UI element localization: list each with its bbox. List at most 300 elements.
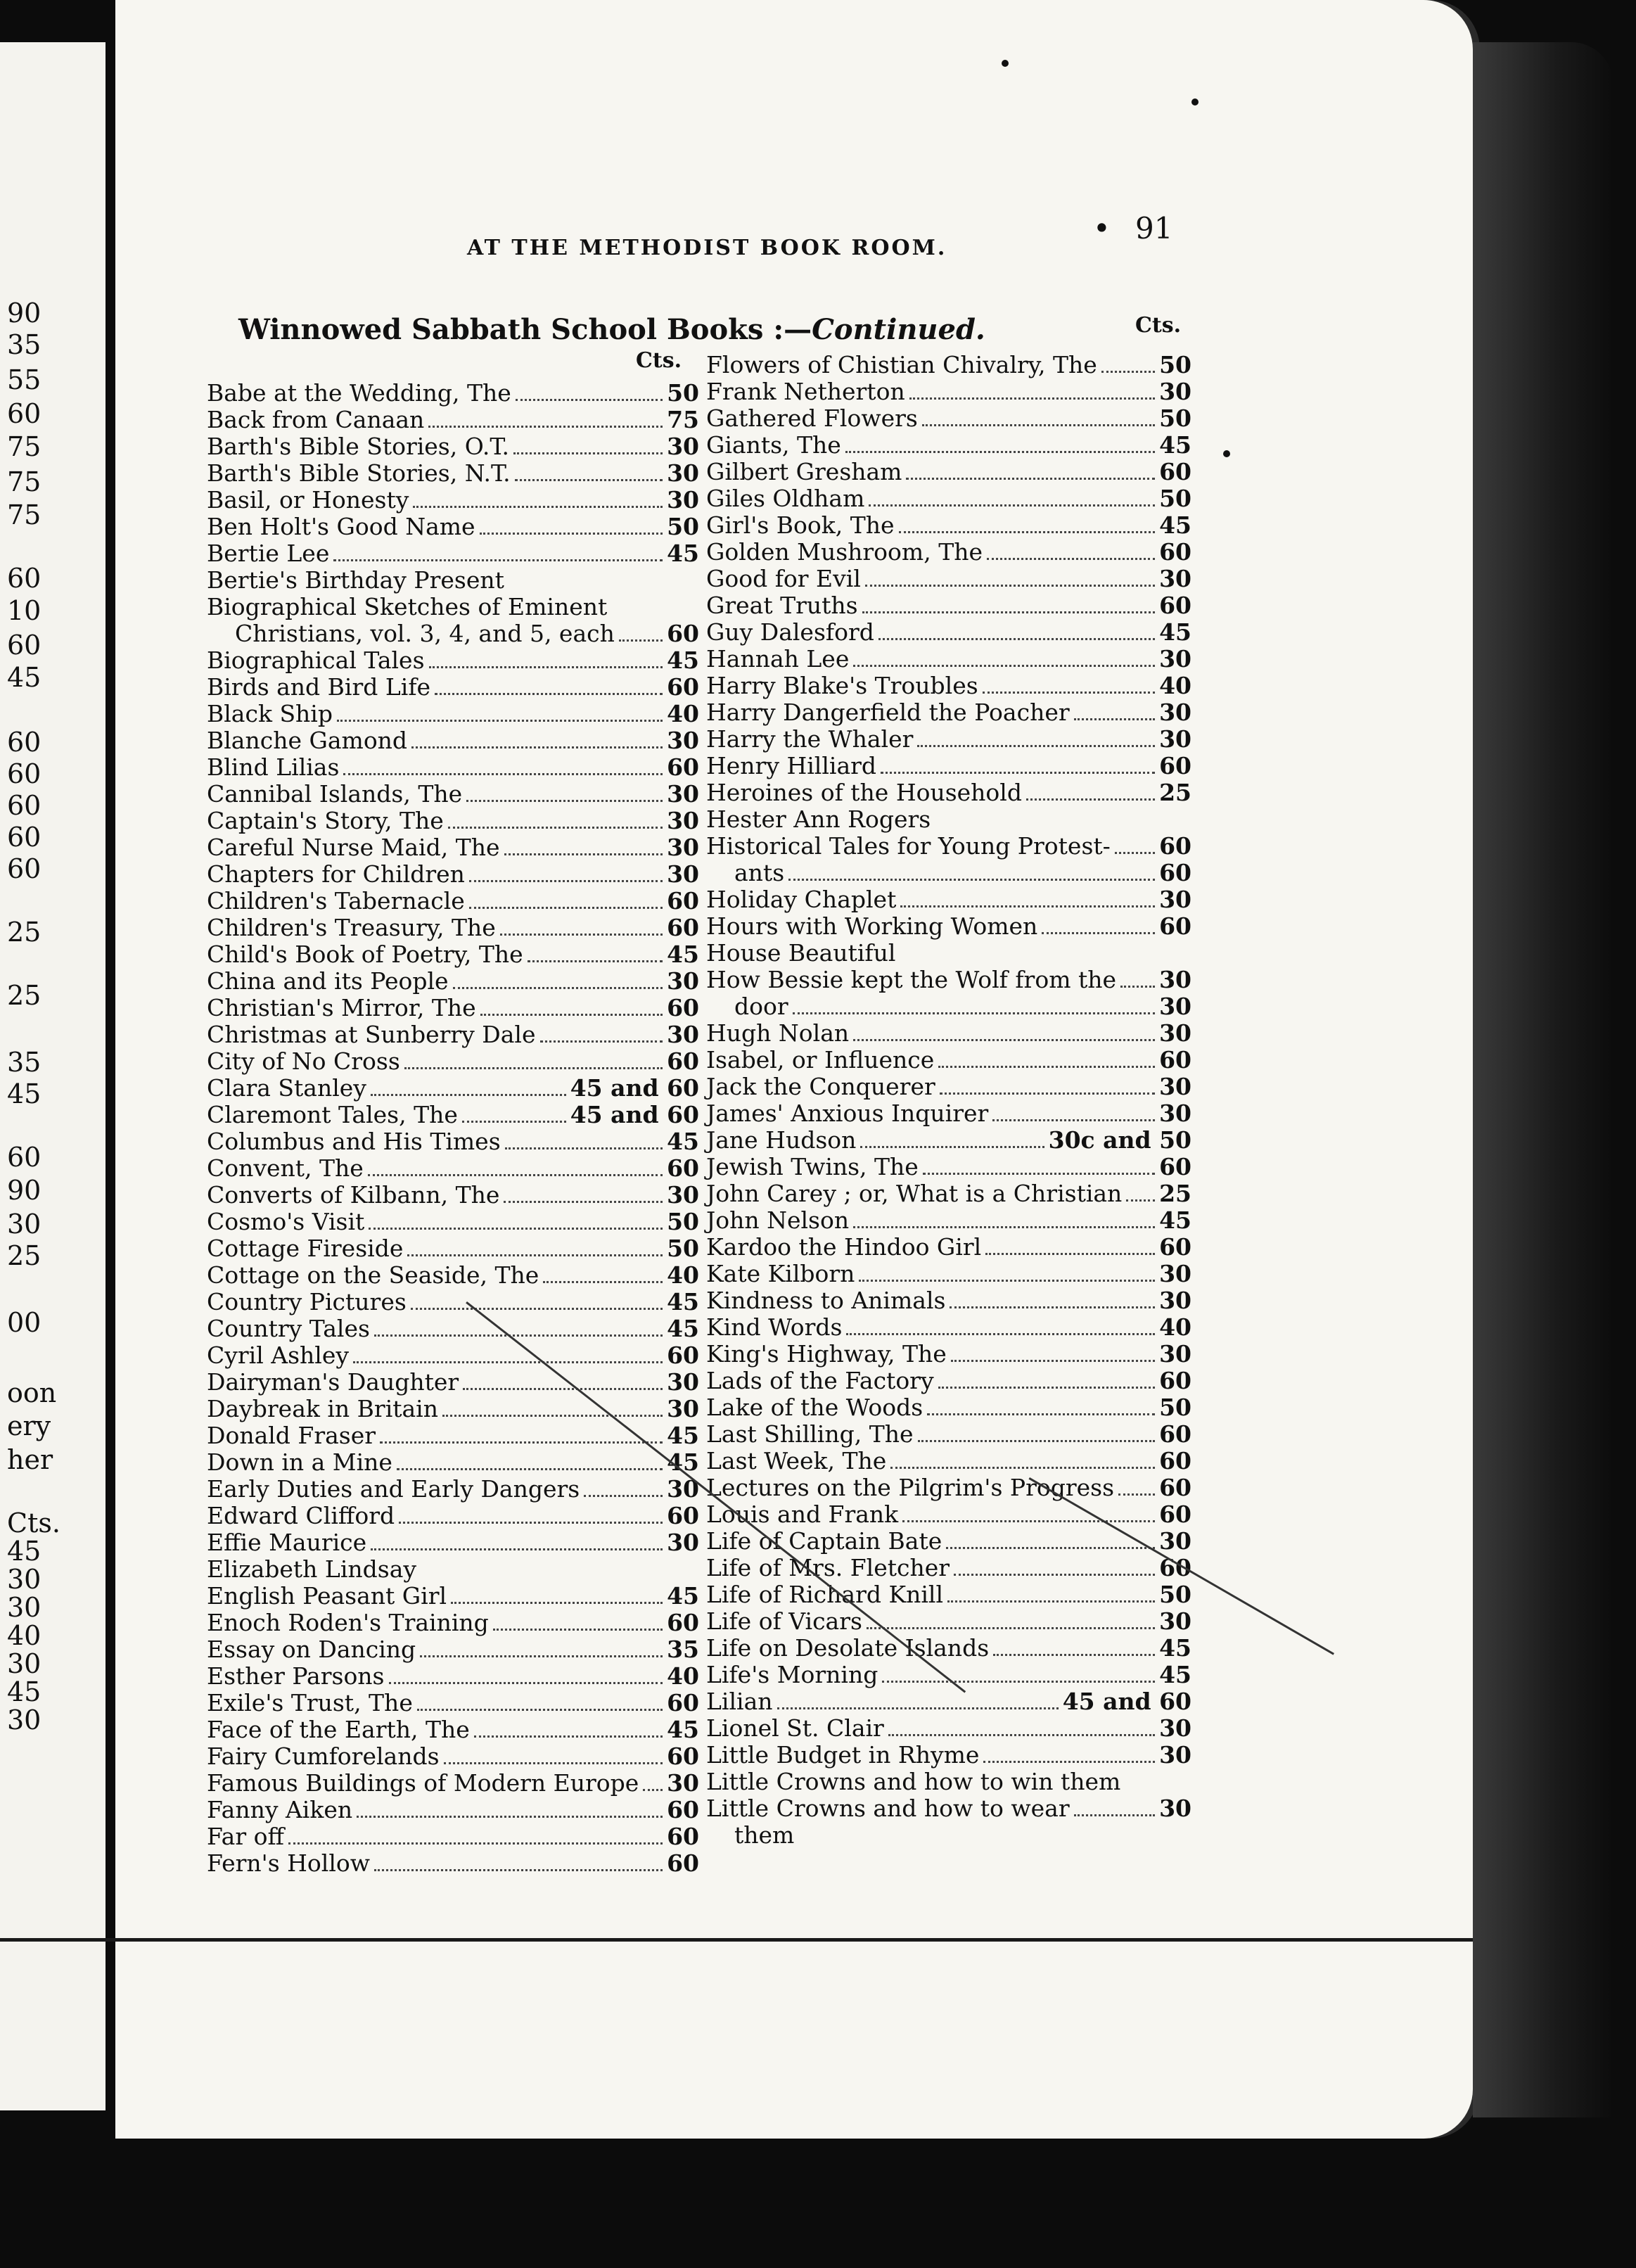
- book-price: 30: [667, 1529, 699, 1556]
- dot-leader: [845, 435, 1155, 453]
- book-entry: [706, 1822, 1191, 1849]
- book-price: 45: [1159, 1661, 1191, 1688]
- book-price: 60: [1159, 1420, 1191, 1448]
- book-entry: [207, 1128, 699, 1155]
- book-entry: [706, 1341, 1191, 1368]
- book-entry: [207, 674, 699, 701]
- dot-leader: [922, 409, 1155, 426]
- book-entry: [706, 779, 1191, 806]
- left-page-price: 75: [7, 431, 41, 462]
- book-price: 30: [1159, 1340, 1191, 1368]
- book-entry: [207, 1556, 699, 1583]
- book-title: Harry Dangerfield the Poacher: [706, 699, 1070, 726]
- book-entry: [207, 1823, 699, 1850]
- dot-leader: [513, 437, 663, 454]
- book-title: Golden Mushroom, The: [706, 538, 983, 566]
- book-price: 60: [667, 1502, 699, 1529]
- dot-leader: [480, 517, 663, 535]
- book-title: Child's Book of Poetry, The: [207, 941, 523, 968]
- left-page-price: 30: [7, 1564, 41, 1595]
- dot-leader: [429, 651, 663, 668]
- book-price: 60: [1159, 832, 1191, 860]
- book-entry: [706, 405, 1191, 432]
- book-price: 60: [667, 914, 699, 941]
- dot-leader: [1126, 1184, 1155, 1202]
- book-title: English Peasant Girl: [207, 1582, 447, 1610]
- book-price: 75: [667, 406, 699, 433]
- left-page-price: her: [7, 1444, 53, 1475]
- book-entry: [706, 1100, 1191, 1127]
- dot-leader: [442, 1399, 663, 1417]
- book-price: 50: [667, 379, 699, 407]
- dot-leader: [469, 865, 663, 882]
- left-page-price: 60: [7, 630, 41, 661]
- book-price: 30: [1159, 725, 1191, 753]
- book-price: 30: [1159, 1260, 1191, 1287]
- book-entry: [207, 487, 699, 514]
- book-price: 60: [1159, 1501, 1191, 1528]
- ink-speck: [1223, 450, 1230, 457]
- book-title: Giles Oldham: [706, 485, 865, 512]
- dot-leader: [435, 677, 663, 695]
- book-title: How Bessie kept the Wolf from the: [706, 966, 1117, 993]
- book-title: Face of the Earth, The: [207, 1716, 470, 1743]
- book-title: Little Crowns and how to wear: [706, 1795, 1070, 1822]
- book-entry: [207, 861, 699, 888]
- book-entry: [207, 1182, 699, 1209]
- cts-header-left: Cts.: [636, 348, 682, 373]
- book-entry: [706, 1368, 1191, 1394]
- book-title: Effie Maurice: [207, 1529, 367, 1556]
- dot-leader: [453, 971, 663, 989]
- book-entry: [706, 1715, 1191, 1742]
- book-entry: [207, 1850, 699, 1877]
- dot-leader: [882, 1665, 1155, 1683]
- book-title: Guy Dalesford: [706, 618, 874, 646]
- book-price: 30: [667, 1395, 699, 1422]
- book-price: 50: [667, 1235, 699, 1262]
- book-title: Famous Buildings of Modern Europe: [207, 1769, 639, 1797]
- book-title: Christmas at Sunberry Dale: [207, 1021, 536, 1048]
- book-title: Holiday Chaplet: [706, 886, 897, 913]
- book-title: Lectures on the Pilgrim's Progress: [706, 1474, 1115, 1501]
- book-title: Bertie's Birthday Present: [207, 566, 504, 594]
- book-title: Gilbert Gresham: [706, 458, 902, 485]
- left-page-price: 35: [7, 1047, 41, 1078]
- dot-leader: [413, 490, 663, 508]
- dot-leader: [333, 544, 663, 561]
- book-entry: [706, 1688, 1191, 1715]
- dot-leader: [404, 1052, 663, 1069]
- book-entry: [706, 352, 1191, 378]
- book-entry: [706, 1795, 1191, 1822]
- dot-leader: [343, 758, 663, 775]
- catalog-page: [115, 0, 1473, 2139]
- book-title: Great Truths: [706, 592, 858, 619]
- dot-leader: [505, 1132, 663, 1149]
- book-title: Essay on Dancing: [207, 1636, 416, 1663]
- book-price: 30: [1159, 1287, 1191, 1314]
- book-price: 30: [1159, 1100, 1191, 1127]
- book-title: Biographical Tales: [207, 646, 425, 674]
- book-title: Historical Tales for Young Protest-: [706, 832, 1111, 860]
- book-entry: [207, 781, 699, 808]
- book-title: Hester Ann Rogers: [706, 805, 931, 833]
- dot-leader: [371, 1533, 663, 1550]
- book-title: House Beautiful: [706, 939, 896, 967]
- book-entry: [207, 407, 699, 433]
- book-price: 30: [667, 1181, 699, 1209]
- book-price: 50: [1159, 351, 1191, 378]
- dot-leader: [480, 998, 663, 1016]
- book-entry: [207, 540, 699, 567]
- book-entry: [207, 834, 699, 861]
- book-title: Country Pictures: [207, 1288, 407, 1315]
- book-price: 45: [667, 1448, 699, 1476]
- book-entry: [706, 940, 1191, 967]
- book-title: Barth's Bible Stories, O.T.: [207, 433, 509, 460]
- book-title: Claremont Tales, The: [207, 1101, 458, 1128]
- dot-leader: [983, 1745, 1155, 1763]
- book-price: 60: [667, 1609, 699, 1636]
- book-title: Enoch Roden's Training: [207, 1609, 489, 1636]
- book-price: 45 and 60: [1062, 1688, 1191, 1715]
- page-number: 91: [1135, 211, 1173, 246]
- book-title: Frank Netherton: [706, 378, 905, 405]
- book-price: 30: [1159, 1714, 1191, 1742]
- book-entry: [207, 1262, 699, 1289]
- book-entry: [706, 592, 1191, 619]
- book-entry: [706, 886, 1191, 913]
- book-title: Life of Mrs. Fletcher: [706, 1554, 950, 1581]
- book-entry: [207, 1021, 699, 1048]
- book-price: 30: [1159, 966, 1191, 993]
- book-title: Children's Treasury, The: [207, 914, 496, 941]
- book-entry: [706, 1020, 1191, 1047]
- left-page-price: 60: [7, 853, 41, 884]
- book-price: 60: [1159, 458, 1191, 485]
- dot-leader: [777, 1692, 1059, 1709]
- book-entry: [207, 460, 699, 487]
- left-page-price: Cts.: [7, 1508, 60, 1538]
- book-entry: [706, 1474, 1191, 1501]
- book-title: Life of Captain Bate: [706, 1527, 942, 1555]
- dot-leader: [927, 1398, 1155, 1415]
- book-entry: [207, 1449, 699, 1476]
- dot-leader: [417, 1693, 663, 1711]
- book-title: Blanche Gamond: [207, 727, 408, 754]
- book-title: Christian's Mirror, The: [207, 994, 476, 1021]
- book-title: Babe at the Wedding, The: [207, 379, 511, 407]
- book-price: 50: [667, 1208, 699, 1235]
- book-price: 30: [667, 780, 699, 808]
- dot-leader: [1074, 1799, 1155, 1816]
- book-title: Girl's Book, The: [706, 511, 895, 539]
- book-price: 60: [667, 620, 699, 647]
- book-title: Clara Stanley: [207, 1074, 366, 1102]
- book-price: 45: [1159, 618, 1191, 646]
- book-price: 45 and 60: [570, 1101, 699, 1128]
- book-title: Life on Desolate Islands: [706, 1634, 990, 1662]
- book-title: Last Shilling, The: [706, 1420, 914, 1448]
- book-price: 50: [1159, 485, 1191, 512]
- book-entry: [207, 941, 699, 968]
- book-title: Edward Clifford: [207, 1502, 395, 1529]
- book-price: 30: [667, 967, 699, 995]
- dot-leader: [1074, 703, 1155, 720]
- left-page-price: 75: [7, 466, 41, 497]
- ink-speck: [1191, 98, 1199, 106]
- book-entry: [706, 753, 1191, 779]
- left-page-price: 90: [7, 1175, 41, 1206]
- book-price: 45 and 60: [570, 1074, 699, 1102]
- book-price: 60: [667, 673, 699, 701]
- dot-leader: [463, 1372, 663, 1390]
- book-entry: [706, 1662, 1191, 1688]
- book-entry: [706, 1448, 1191, 1474]
- book-title: Isabel, or Influence: [706, 1046, 935, 1074]
- book-title: John Nelson: [706, 1206, 850, 1234]
- book-title: Cottage Fireside: [207, 1235, 404, 1262]
- book-price: 50: [667, 513, 699, 540]
- book-price: 60: [667, 1047, 699, 1075]
- book-title: Lake of the Woods: [706, 1394, 924, 1421]
- dot-leader: [462, 1105, 566, 1123]
- book-title: Life of Vicars: [706, 1607, 862, 1635]
- book-title: Exile's Trust, The: [207, 1689, 413, 1716]
- left-page-price: 45: [7, 1536, 41, 1567]
- book-price: 40: [667, 1261, 699, 1289]
- dot-leader: [881, 756, 1155, 774]
- book-entry: [207, 514, 699, 540]
- book-entry: [706, 1047, 1191, 1074]
- dot-leader: [938, 1371, 1155, 1389]
- book-title: Lionel St. Clair: [706, 1714, 884, 1742]
- book-title: Converts of Kilbann, The: [207, 1181, 500, 1209]
- left-page-price: 00: [7, 1307, 41, 1338]
- book-entry: [207, 1770, 699, 1797]
- left-page-price: 25: [7, 917, 41, 948]
- book-entry: [706, 1394, 1191, 1421]
- dot-leader: [923, 1157, 1155, 1175]
- book-title: Last Week, The: [706, 1447, 887, 1474]
- book-title: Cottage on the Seaside, The: [207, 1261, 539, 1289]
- book-entry: [706, 967, 1191, 993]
- book-price: 30c and 50: [1048, 1126, 1191, 1154]
- book-price: 40: [667, 700, 699, 727]
- dot-leader: [888, 1719, 1155, 1736]
- book-price: 45: [1159, 1206, 1191, 1234]
- book-price: 30: [667, 1769, 699, 1797]
- book-title: Back from Canaan: [207, 406, 425, 433]
- book-entry: [706, 459, 1191, 485]
- book-title: Careful Nurse Maid, The: [207, 834, 500, 861]
- book-entry: [207, 1583, 699, 1610]
- book-entry: [706, 726, 1191, 753]
- book-price: 25: [1159, 1180, 1191, 1207]
- dot-leader: [371, 1078, 566, 1096]
- book-title: Kindness to Animals: [706, 1287, 946, 1314]
- book-entry: [207, 1690, 699, 1716]
- book-title: Ben Holt's Good Name: [207, 513, 475, 540]
- left-page-price: 60: [7, 822, 41, 853]
- book-entry: [207, 1663, 699, 1690]
- book-title: Lilian: [706, 1688, 773, 1715]
- book-title: Columbus and His Times: [207, 1128, 501, 1155]
- book-entry: [706, 1769, 1191, 1795]
- book-price: 60: [1159, 1447, 1191, 1474]
- dot-leader: [543, 1266, 663, 1283]
- dot-leader: [951, 1344, 1155, 1362]
- book-title: Henry Hilliard: [706, 752, 877, 779]
- bottom-rule: [0, 1938, 1473, 1942]
- book-entry: [207, 808, 699, 834]
- book-entry: [207, 1102, 699, 1128]
- book-price: 60: [1159, 1554, 1191, 1581]
- book-entry: [706, 619, 1191, 646]
- left-page-price: 60: [7, 398, 41, 429]
- book-entry: [706, 432, 1191, 459]
- book-entry: [207, 1503, 699, 1529]
- book-price: 30: [667, 860, 699, 888]
- book-price: 45: [667, 646, 699, 674]
- book-price: 60: [667, 1849, 699, 1877]
- book-title: Far off: [207, 1823, 284, 1850]
- left-page-price: 45: [7, 1078, 41, 1109]
- book-price: 60: [667, 1154, 699, 1182]
- dot-leader: [947, 1585, 1155, 1603]
- book-price: 45: [1159, 1634, 1191, 1662]
- book-entry: [706, 1421, 1191, 1448]
- book-price: 60: [1159, 1474, 1191, 1501]
- book-price: 30: [1159, 1795, 1191, 1822]
- book-entry: [207, 1209, 699, 1235]
- book-entry: [207, 594, 699, 620]
- book-entry: [706, 1207, 1191, 1234]
- left-page-price: 30: [7, 1209, 41, 1240]
- dot-leader: [899, 516, 1156, 533]
- book-price: 30: [667, 1475, 699, 1503]
- book-entry: [706, 1528, 1191, 1555]
- book-entry: [207, 888, 699, 915]
- left-page-price: 45: [7, 662, 41, 693]
- dot-leader: [917, 730, 1155, 747]
- book-entry: [706, 1555, 1191, 1581]
- book-price: 60: [1159, 912, 1191, 940]
- dot-leader: [444, 1747, 663, 1764]
- book-price: 50: [1159, 1581, 1191, 1608]
- book-title: Life of Richard Knill: [706, 1581, 944, 1608]
- book-entry: [706, 1608, 1191, 1635]
- book-entry: [706, 1154, 1191, 1180]
- dot-leader: [357, 1800, 663, 1818]
- book-price: 45: [667, 1128, 699, 1155]
- dot-leader: [389, 1667, 663, 1684]
- left-page-fragment: [0, 42, 115, 2110]
- book-entry: [207, 915, 699, 941]
- book-entry: [706, 1234, 1191, 1261]
- book-entry: [207, 380, 699, 407]
- left-page-price: 60: [7, 727, 41, 758]
- book-title: Fanny Aiken: [207, 1796, 353, 1823]
- book-price: 30: [1159, 1527, 1191, 1555]
- book-price: 60: [667, 994, 699, 1021]
- dot-leader: [1118, 1478, 1155, 1496]
- book-title: Birds and Bird Life: [207, 673, 431, 701]
- book-title: Hugh Nolan: [706, 1019, 850, 1047]
- dot-leader: [940, 1077, 1155, 1095]
- dot-leader: [451, 1586, 663, 1604]
- book-title: Hours with Working Women: [706, 912, 1038, 940]
- book-price: 60: [667, 753, 699, 781]
- dot-leader: [900, 890, 1155, 907]
- section-title-text: Winnowed Sabbath School Books :—: [238, 313, 812, 346]
- book-entry: [207, 1342, 699, 1369]
- dot-leader: [890, 1451, 1155, 1469]
- book-title: Convent, The: [207, 1154, 364, 1182]
- dot-leader: [528, 945, 663, 962]
- book-price: 60: [667, 1796, 699, 1823]
- book-title: Christians, vol. 3, 4, and 5, each: [235, 620, 615, 647]
- dot-leader: [448, 811, 663, 829]
- book-price: 60: [667, 1689, 699, 1716]
- book-price: 45: [1159, 431, 1191, 459]
- dot-leader: [420, 1640, 663, 1657]
- book-entry: [207, 754, 699, 781]
- dot-leader: [500, 918, 663, 936]
- book-title: Kate Kilborn: [706, 1260, 855, 1287]
- left-page-price: 60: [7, 1142, 41, 1173]
- book-entry: [207, 1529, 699, 1556]
- book-title: King's Highway, The: [706, 1340, 947, 1368]
- book-entry: [207, 1396, 699, 1422]
- dot-leader: [643, 1773, 663, 1791]
- book-price: 50: [1159, 1394, 1191, 1421]
- dot-leader: [983, 676, 1155, 694]
- book-price: 60: [667, 1342, 699, 1369]
- book-entry: [706, 1581, 1191, 1608]
- dot-leader: [516, 383, 663, 401]
- dot-leader: [860, 1130, 1044, 1148]
- book-price: 60: [1159, 1046, 1191, 1074]
- dot-leader: [1120, 970, 1155, 988]
- left-page-price: 25: [7, 980, 41, 1011]
- dot-leader: [992, 1104, 1155, 1121]
- book-title: Kardoo the Hindoo Girl: [706, 1233, 982, 1261]
- book-title: them: [734, 1821, 795, 1849]
- book-entry: [706, 913, 1191, 940]
- book-title: Dairyman's Daughter: [207, 1368, 459, 1396]
- book-price: 30: [1159, 378, 1191, 405]
- dot-leader: [918, 1425, 1156, 1442]
- book-price: 30: [1159, 1073, 1191, 1100]
- dot-leader: [619, 624, 663, 642]
- dot-leader: [353, 1346, 663, 1363]
- book-price: 25: [1159, 779, 1191, 806]
- dot-leader: [466, 784, 663, 802]
- left-page-price: 60: [7, 758, 41, 789]
- dot-leader: [374, 1854, 663, 1871]
- book-price: 45: [667, 1582, 699, 1610]
- book-title: Flowers of Chistian Chivalry, The: [706, 351, 1097, 378]
- book-title: Jewish Twins, The: [706, 1153, 919, 1180]
- page-dot: •: [1093, 211, 1111, 246]
- book-price: 30: [1159, 565, 1191, 592]
- section-title: [238, 313, 985, 346]
- book-entry: [207, 1797, 699, 1823]
- book-title: Harry Blake's Troubles: [706, 672, 978, 699]
- dot-leader: [504, 838, 663, 855]
